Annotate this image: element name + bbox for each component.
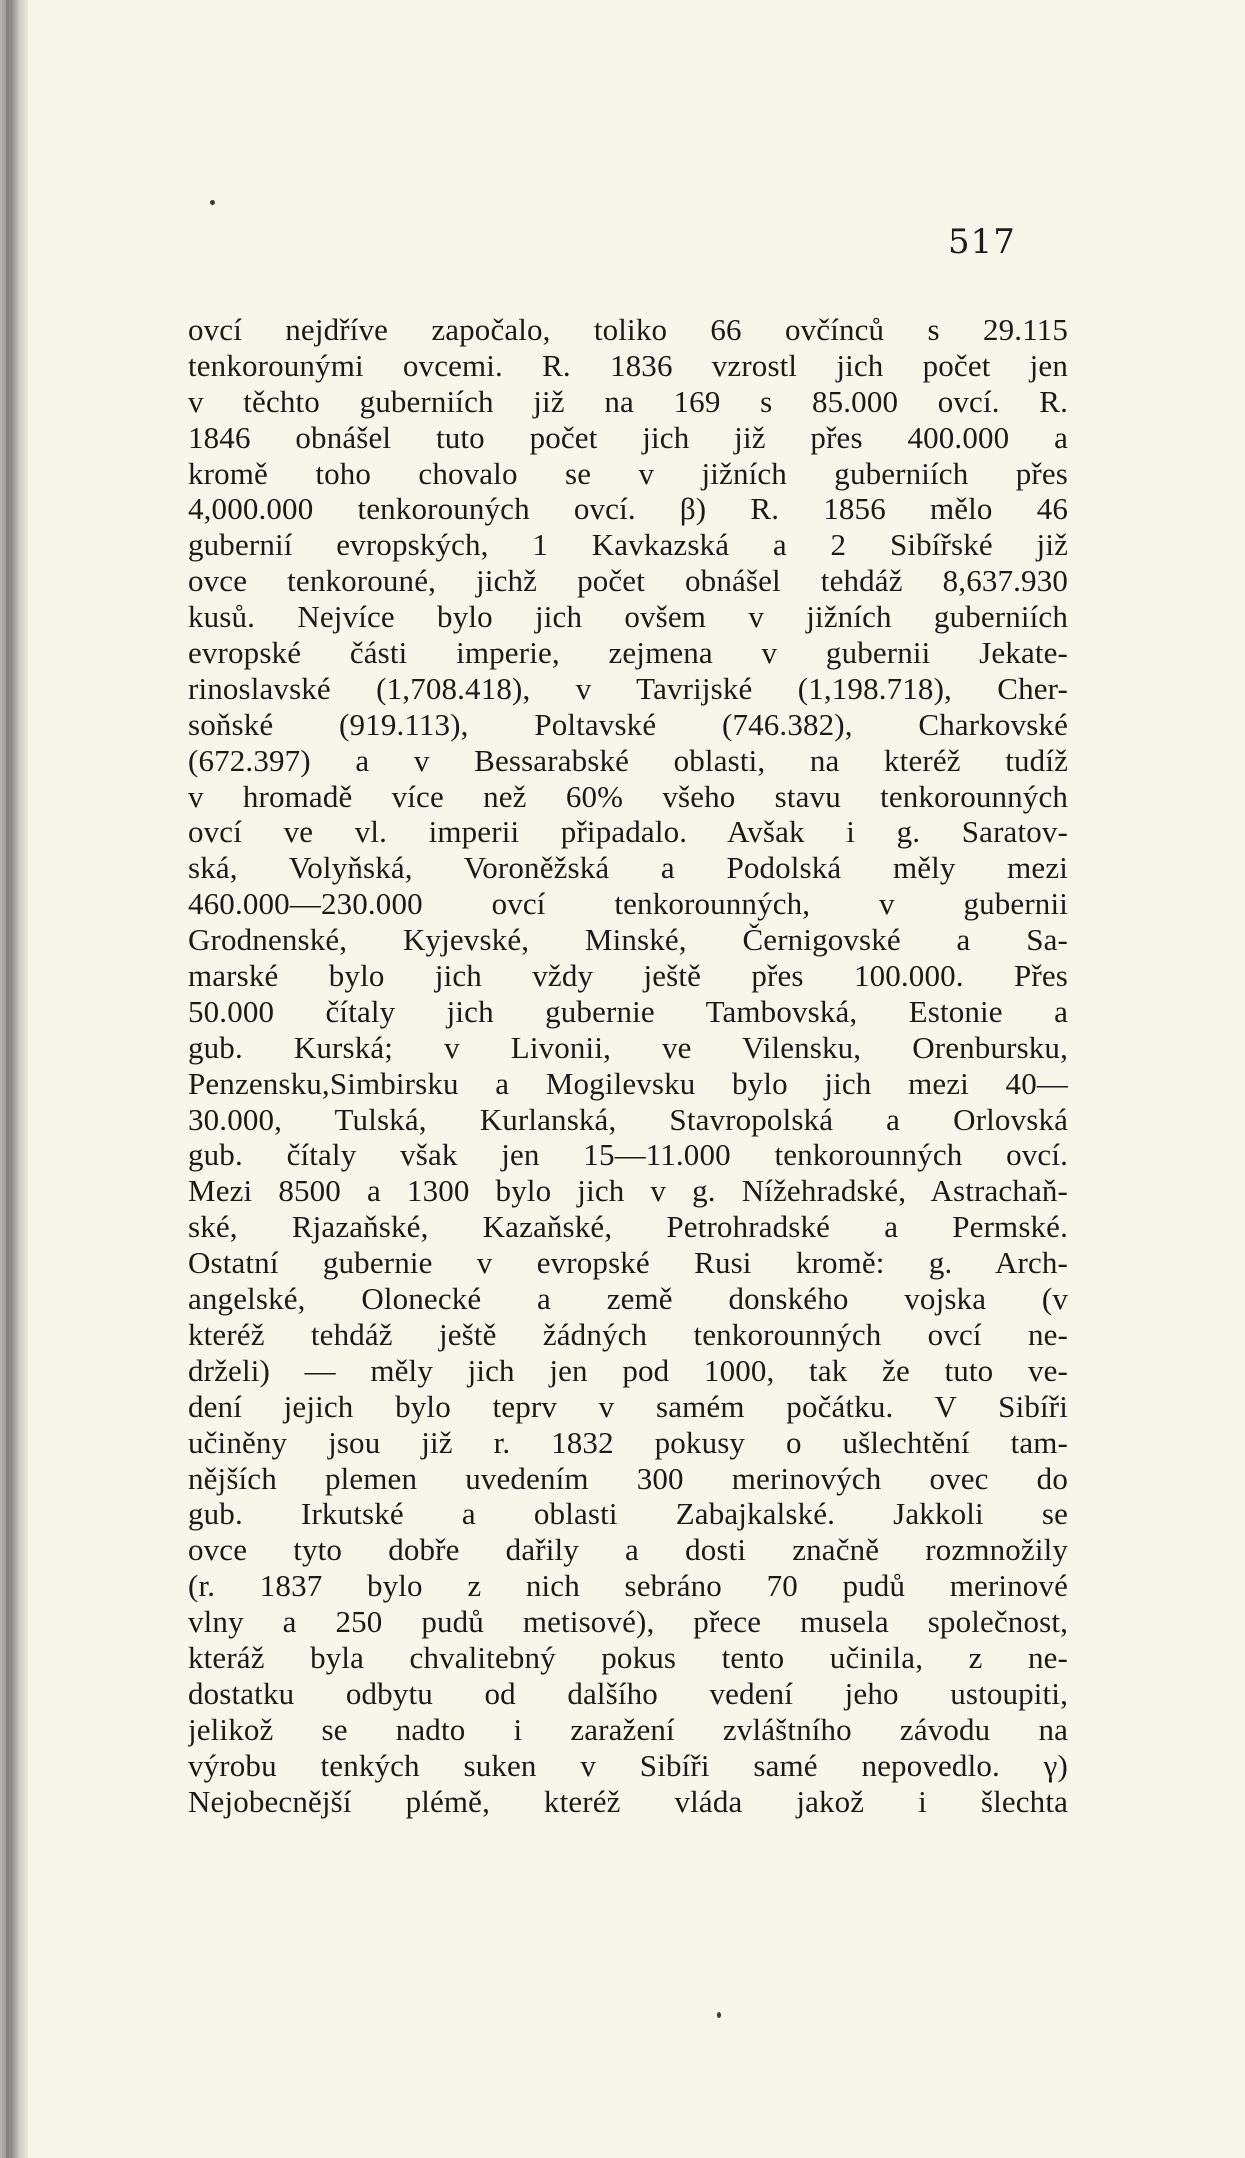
text-line: kromě toho chovalo se v jižních guberniích přes [188,455,1068,491]
text-line: soňské (919.113), Poltavské (746.382), Charkovské [188,706,1068,742]
text-line: 1846 obnášel tuto počet jich již přes 400.000 a [188,419,1068,455]
text-line: marské bylo jich vždy ještě přes 100.000. Přes [188,958,1068,994]
text-line: Penzensku,Simbirsku a Mogilevsku bylo jich mezi 40— [188,1065,1068,1101]
text-line: 4,000.000 tenkorouných ovcí. β) R. 1856 mělo 46 [188,491,1068,527]
paper-speck [717,2012,721,2018]
text-line: 460.000—230.000 ovcí tenkorounných, v gubernii [188,886,1068,922]
text-line: drželi) — měly jich jen pod 1000, tak že tuto ve- [188,1352,1068,1388]
text-line: vlny a 250 pudů metisové), přece musela společnost, [188,1604,1068,1640]
text-line: kteréž tehdáž ještě žádných tenkorounných ovcí ne- [188,1316,1068,1352]
text-line: učiněny jsou již r. 1832 pokusy o ušlechtění tam- [188,1424,1068,1460]
text-line: Ostatní gubernie v evropské Rusi kromě: g. Arch- [188,1245,1068,1281]
text-line: evropské části imperie, zejmena v gubernii Jekate- [188,635,1068,671]
text-line: v hromadě více než 60% všeho stavu tenkorounných [188,778,1068,814]
text-line: gub. Irkutské a oblasti Zabajkalské. Jakkoli se [188,1496,1068,1532]
book-spine-edge [6,0,9,2158]
text-line: Mezi 8500 a 1300 bylo jich v g. Nížehradské, Astrachaň- [188,1173,1068,1209]
text-line: dostatku odbytu od dalšího vedení jeho ustoupiti, [188,1675,1068,1711]
text-line: Nejobecnější plémě, kteréž vláda jakož i šlechta [188,1783,1068,1819]
text-line: angelské, Olonecké a země donského vojska (v [188,1281,1068,1317]
text-line: 50.000 čítaly jich gubernie Tambovská, Estonie a [188,993,1068,1029]
text-line: gub. čítaly však jen 15—11.000 tenkorounných ovcí. [188,1137,1068,1173]
text-line: v těchto guberniích již na 169 s 85.000 ovcí. R. [188,383,1068,419]
text-line: ovce tenkorouné, jichž počet obnášel tehdáž 8,637.930 [188,563,1068,599]
text-line: Grodnenské, Kyjevské, Minské, Černigovské a Sa- [188,922,1068,958]
text-line: ské, Rjazaňské, Kazaňské, Petrohradské a Permské. [188,1209,1068,1245]
text-line: ská, Volyňská, Voroněžská a Podolská měly mezi [188,850,1068,886]
paper-speck [210,200,215,205]
text-line: nějších plemen uvedením 300 merinových ovec do [188,1460,1068,1496]
text-line: rinoslavské (1,708.418), v Tavrijské (1,198.718), Cher- [188,670,1068,706]
text-line: ovcí nejdříve započalo, toliko 66 ovčínců s 29.115 [188,312,1068,347]
text-line: (r. 1837 bylo z nich sebráno 70 pudů merinové [188,1568,1068,1604]
text-line: 30.000, Tulská, Kurlanská, Stavropolská a Orlovská [188,1101,1068,1137]
text-line: ovce tyto dobře dařily a dosti značně rozmnožily [188,1532,1068,1568]
book-spine-shadow [0,0,28,2158]
text-line: kusů. Nejvíce bylo jich ovšem v jižních guberniích [188,599,1068,635]
text-line: gub. Kurská; v Livonii, ve Vilensku, Orenbursku, [188,1029,1068,1065]
text-line: výrobu tenkých suken v Sibíři samé nepovedlo. γ) [188,1747,1068,1783]
text-line: (672.397) a v Bessarabské oblasti, na kteréž tudíž [188,742,1068,778]
text-line: dení jejich bylo teprv v samém počátku. V Sibíři [188,1388,1068,1424]
text-line: kteráž byla chvalitebný pokus tento učinila, z ne- [188,1639,1068,1675]
page-number: 517 [948,222,1016,262]
text-line: ovcí ve vl. imperii připadalo. Avšak i g. Saratov- [188,814,1068,850]
text-line: gubernií evropských, 1 Kavkazská a 2 Sibířské již [188,527,1068,563]
body-text [188,312,1068,1819]
text-line: jelikož se nadto i zaražení zvláštního závodu na [188,1711,1068,1747]
text-line: tenkorounými ovcemi. R. 1836 vzrostl jich počet jen [188,347,1068,383]
